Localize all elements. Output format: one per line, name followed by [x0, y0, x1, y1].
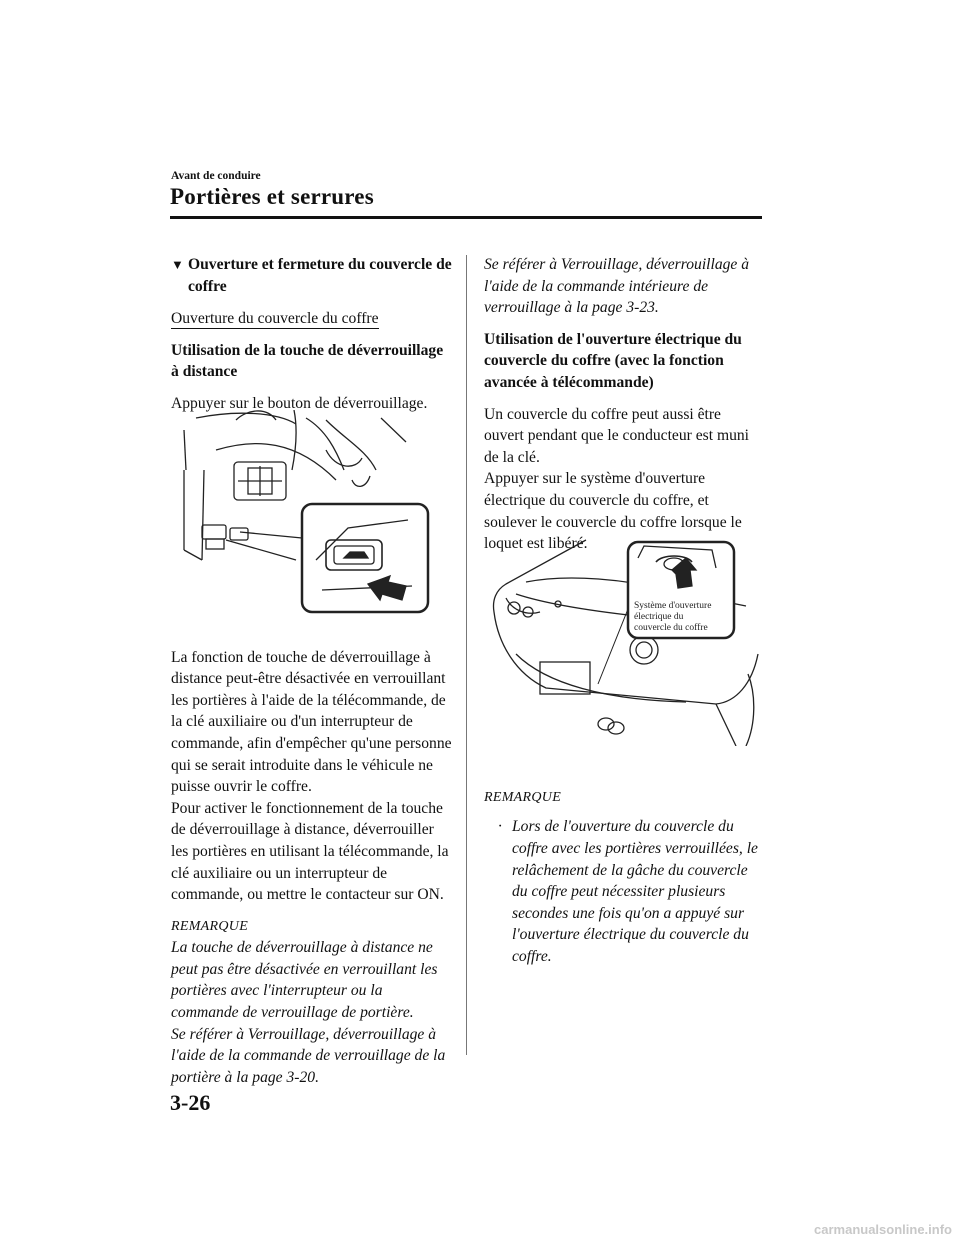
- section-header: Avant de conduire: [171, 170, 261, 182]
- callout-label: électrique du: [634, 612, 684, 622]
- subheading: Ouverture du couvercle du coffre: [171, 310, 379, 328]
- footer-watermark: carmanualsonline.info: [814, 1222, 952, 1237]
- bold-heading: Utilisation de la touche de déverrouillage à distance: [171, 341, 444, 381]
- callout-label: Système d'ouverture: [634, 601, 712, 611]
- paragraph: La fonction de touche de déverrouillage à distance peut-être désactivée en verrouillant les portières à l'aide de la télécommande, de la clé auxiliaire ou d'un interrupteur de commande, afin d'empêcher qu'une personne qui se serait introduite dans le véhicule ne puisse ouvrir le coffre.: [171, 648, 452, 796]
- bullet-icon: ·: [498, 818, 502, 836]
- note-text: Se référer à Verrouillage, déverrouillage à l'aide de la commande de verrouillage de la portière à la page 3-20.: [171, 1025, 446, 1086]
- page-number: 3-26: [170, 1090, 211, 1115]
- section-heading-text: Ouverture et fermeture du couvercle de coffre: [188, 256, 452, 295]
- paragraph: Appuyer sur le bouton de déverrouillage.: [171, 394, 428, 412]
- column-divider: [466, 255, 467, 1055]
- section-heading: [171, 254, 453, 297]
- note-bullet-text: Lors de l'ouverture du couvercle du coffre avec les portières verrouillées, le relâchement de la gâche du couvercle du coffre peut nécessiter plusieurs secondes une fois qu'on a appuyé sur l'ouverture électrique du couvercle du coffre.: [512, 818, 758, 965]
- paragraph: Pour activer le fonctionnement de la touche de déverrouillage à distance, déverrouiller les portières en utilisant la télécommande, la clé auxiliaire ou un interrupteur de commande, ou mettre le contacteur sur ON.: [171, 799, 449, 904]
- note-label: REMARQUE: [484, 789, 562, 805]
- triangle-icon: ▼: [171, 257, 184, 272]
- chapter-title: Portières et serrures: [170, 184, 374, 209]
- paragraph: Un couvercle du coffre peut aussi être ouvert pendant que le conducteur est muni de la clé.: [484, 405, 750, 466]
- trunk-release-button-illustration: [176, 410, 433, 616]
- header-rule: [170, 216, 762, 219]
- trunk-opener-illustration: [486, 534, 766, 746]
- note-bullet: [498, 816, 764, 967]
- note-text: La touche de déverrouillage à distance ne peut pas être désactivée en verrouillant les portières avec l'interrupteur ou la commande de verrouillage de portière.: [171, 939, 438, 1022]
- callout-label: couvercle du coffre: [634, 623, 708, 633]
- note-label: REMARQUE: [171, 918, 249, 934]
- left-column: [171, 254, 453, 1088]
- reference-text: Se référer à Verrouillage, déverrouillage à l'aide de la commande intérieure de verrouillage à la page 3-23.: [484, 256, 750, 317]
- paragraph: Appuyer sur le système d'ouverture électrique du couvercle du coffre, et soulever le couvercle du coffre lorsque le loquet est libéré.: [484, 470, 742, 553]
- bold-heading: Utilisation de l'ouverture électrique du couvercle du coffre (avec la fonction avancée à télécommande): [484, 330, 742, 391]
